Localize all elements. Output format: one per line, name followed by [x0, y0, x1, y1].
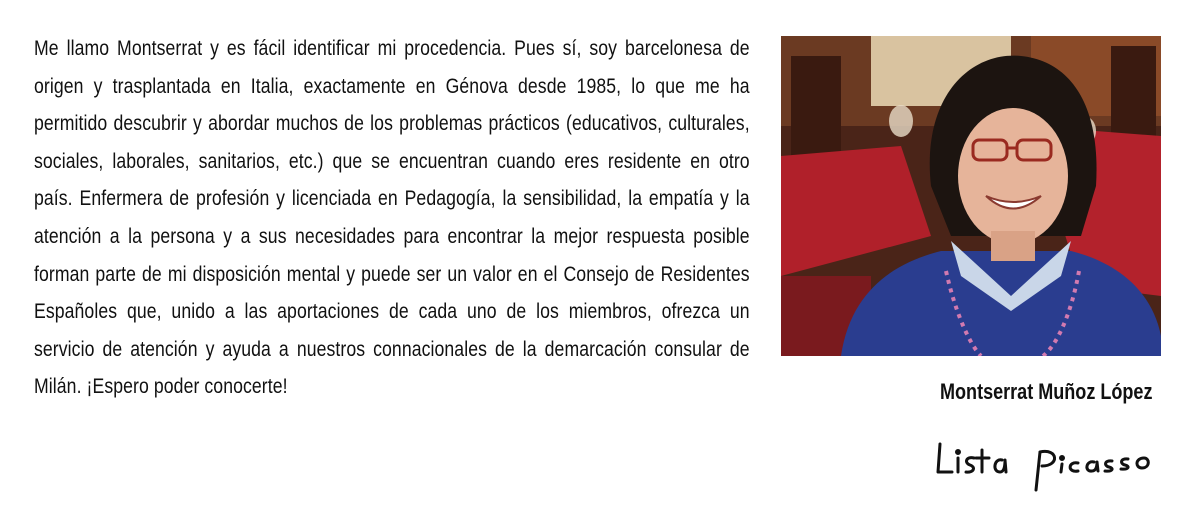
portrait-photo: [781, 36, 1161, 356]
list-picasso-logo: [932, 430, 1162, 494]
candidate-name: Montserrat Muñoz López: [940, 379, 1153, 404]
bio-paragraph: Me llamo Montserrat y es fácil identificar mi procedencia. Pues sí, soy barcelonesa de origen y trasplantada en Italia, exactamente en Génova desde 1985, lo que me ha permitido descubrir y abordar muchos de los problemas prácticos (educativos, culturales, sociales, laborales, sanitarios, etc.) que se encuentran cuando eres residente en otro país. Enfermera de profesión y licenciada en Pedagogía, la sensibilidad, la empatía y la atención a la persona y a sus necesidades para encontrar la mejor respuesta posible forman parte de mi disposición mental y puede ser un valor en el Consejo de Residentes Españoles que, unido a las aportaciones de cada uno de los miembros, ofrezca un servicio de atención y ayuda a nuestros connacionales de la demarcación consular de Milán. ¡Espero poder conocerte!: [34, 37, 750, 399]
